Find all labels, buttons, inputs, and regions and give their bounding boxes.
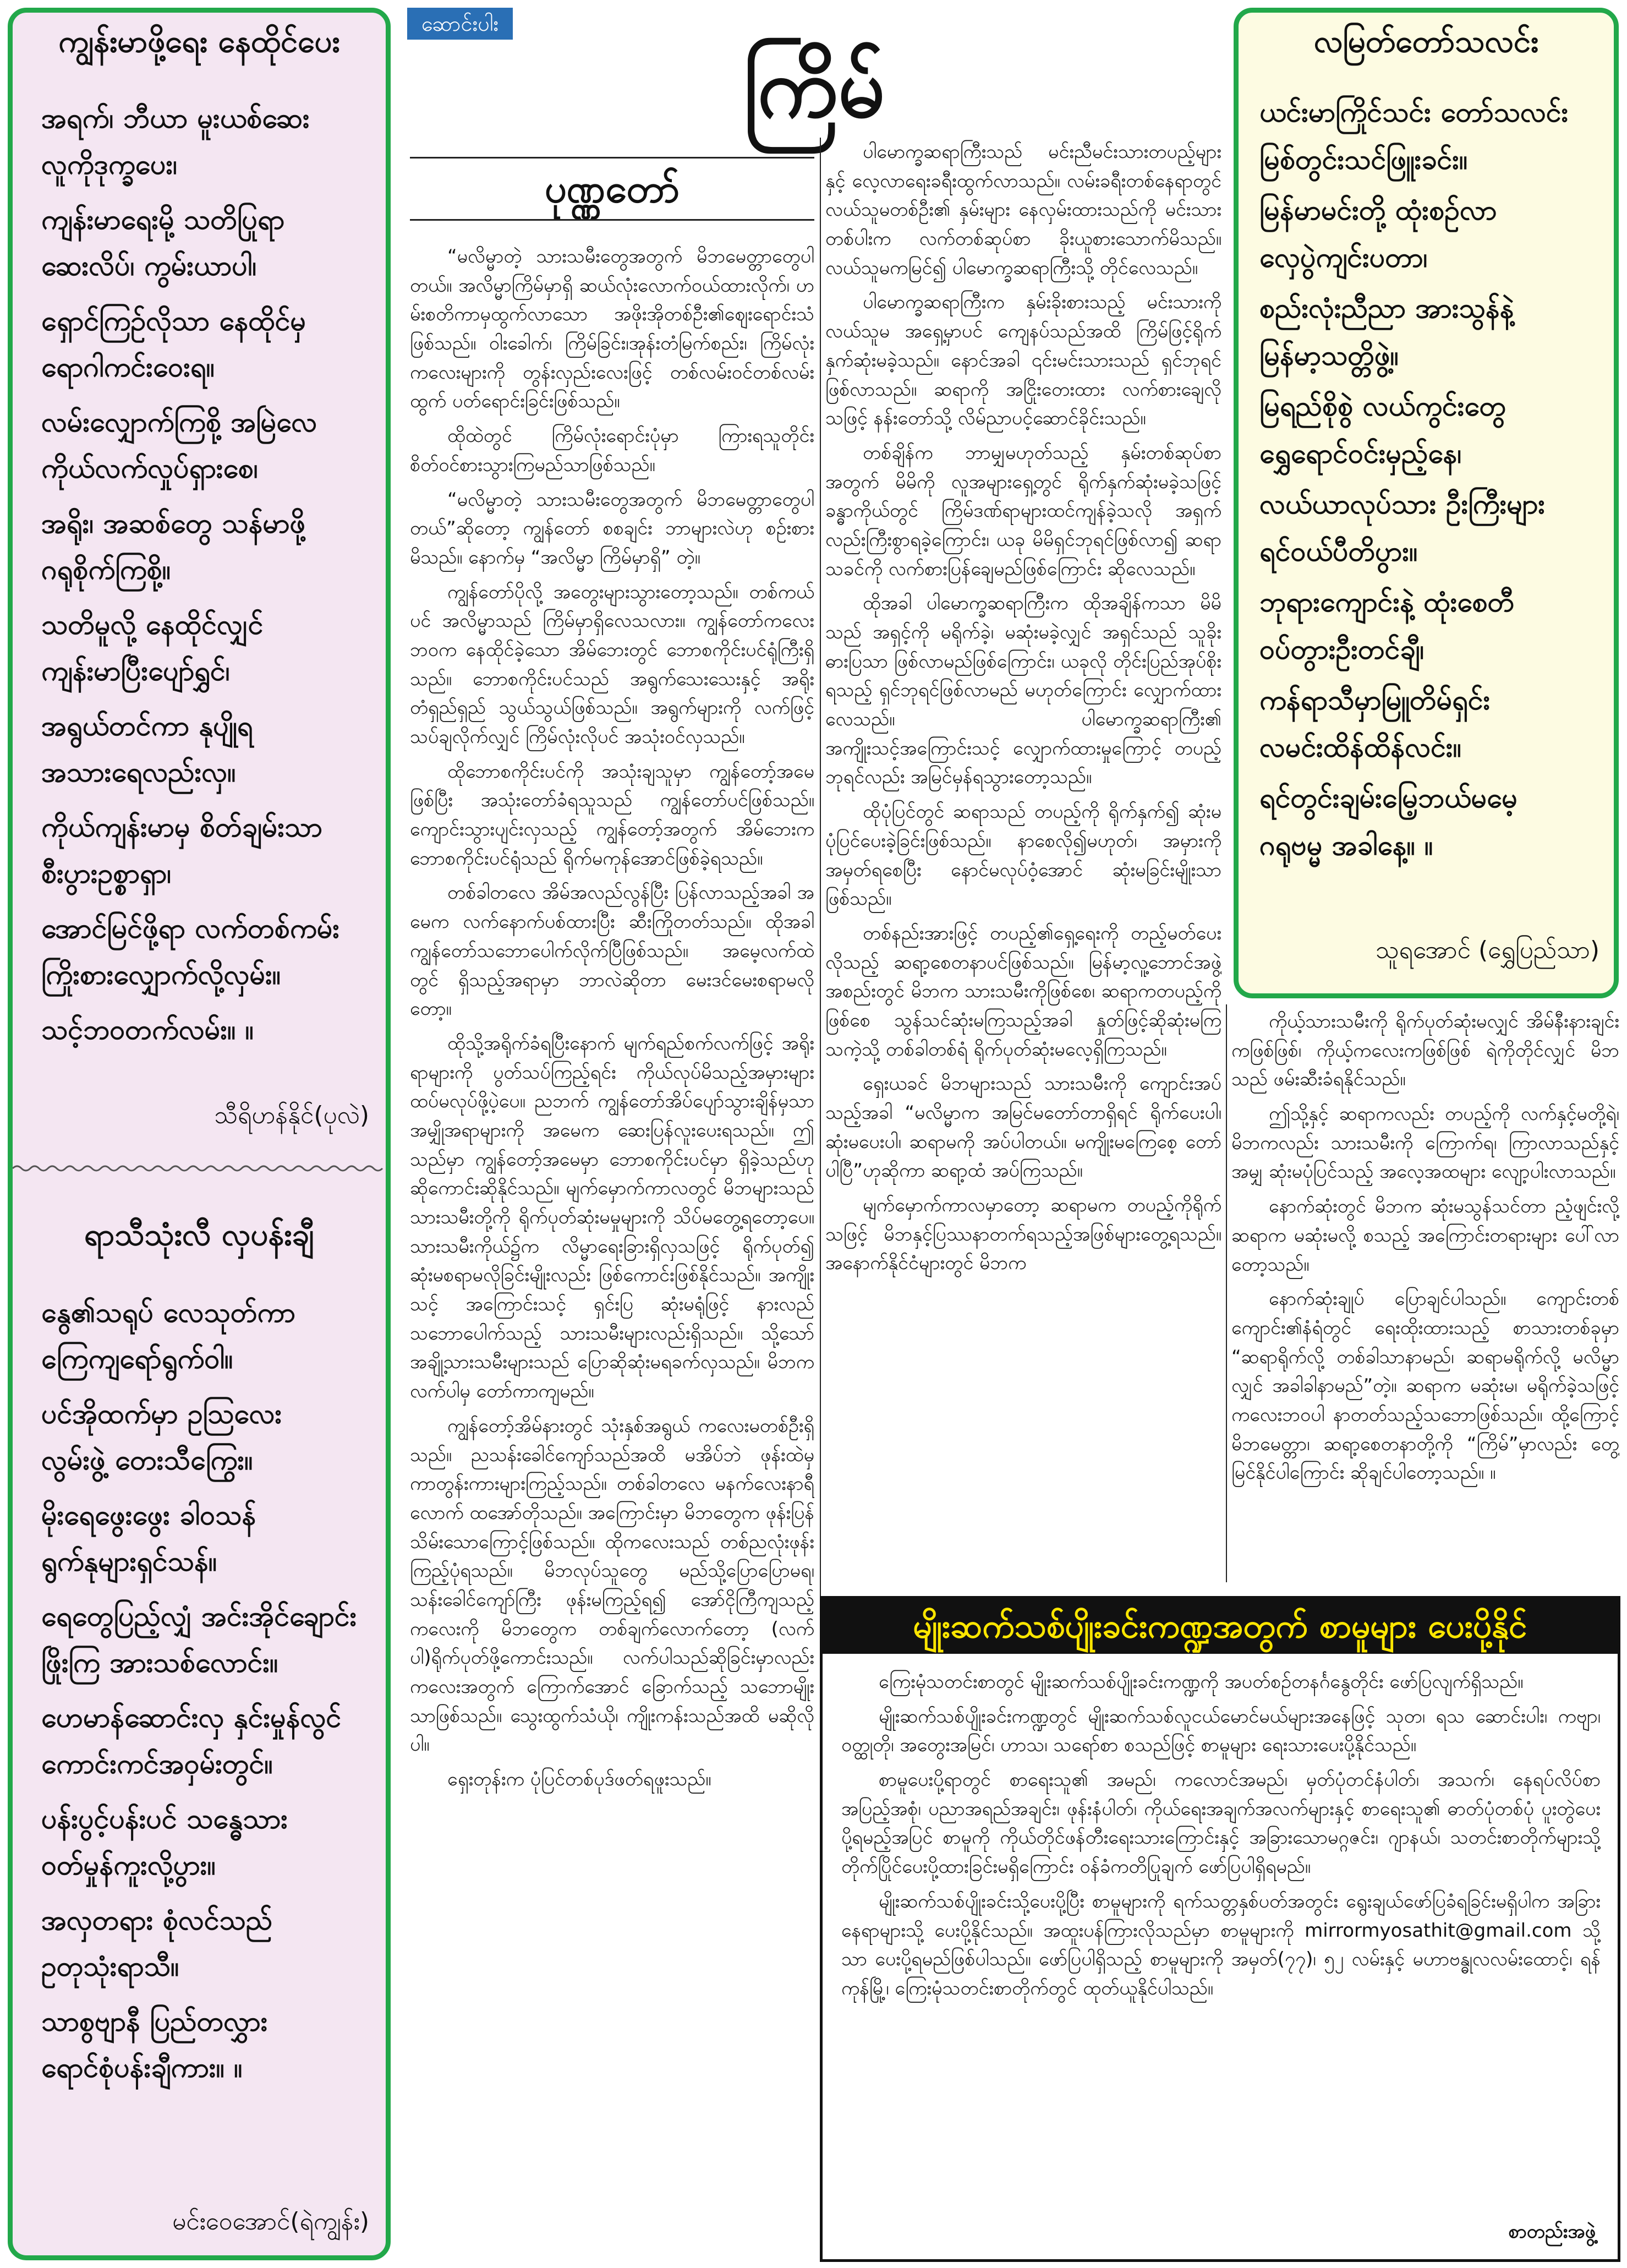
right-poem-line: မြန်မာမင်းတို့ ထုံးစဉ်လာ: [1259, 194, 1497, 226]
notice-body: [841, 1668, 1601, 2218]
left-poem-panel: [8, 8, 391, 2260]
poem2-line: ကြေကျရော်ရွက်ဝါ။: [41, 1343, 233, 1375]
poem1-line: သင့်ဘဝတက်လမ်း။ ။: [41, 1014, 254, 1046]
right-poem-line: လမင်းထိန်ထိန်လင်း။: [1259, 731, 1461, 763]
poem1-line: ရောဂါကင်းဝေးရ။: [41, 351, 215, 383]
right-poem-line: ဂရုဗမ္မ အခါနေ့။ ။: [1259, 829, 1433, 861]
right-poem-line: ယင်းမာကြိုင်သင်း တော်သလင်း: [1259, 96, 1569, 128]
notice-box: [820, 1596, 1620, 2262]
right-poem-line: မြစ်တွင်းသင်ဖြူးခင်း။: [1259, 144, 1468, 176]
right-poem-title: လမြတ်တော်သလင်း: [1313, 24, 1539, 59]
col2-paragraph: ပါမောက္ခဆရာကြီးက နှမ်းခိုးစားသည့် မင်းသားကို လယ်သူမ အရှေ့မှာပင် ကျေနပ်သည်အထိ ကြိမ်ဖြင့်ရိုက်နှက်ဆုံးမခဲ့သည်။ နောင်အခါ ၎င်းမင်းသားသည် ရှင်ဘုရင်ဖြစ်လာသည်။ ဆရာကို အငြိုးတေးထား လက်စားချေလိုသဖြင့် နန်းတော်သို့ လိမ်ညာပင့်ဆောင်ခိုင်းသည်။: [825, 291, 1221, 430]
right-poem-line: ရင်ဝယ်ပီတိပွား။: [1259, 535, 1418, 567]
notice-paragraph: မျိုးဆက်သစ်ပျိုးခင်းသို့ပေးပို့ပြီး စာမူများကို ရက်သတ္တနှစ်ပတ်အတွင်း ရွေးချယ်ဖော်ပြခံရခြင်းမရှိပါက အခြားနေရာများသို့ ပေးပို့နိုင်သည်။ အထူးပန်ကြားလိုသည်မှာ စာမူများကို mirrormyosathit@gmail.com သို့သာ ပေးပို့ရမည်ဖြစ်ပါသည်။ ဖော်ပြပါရှိသည့် စာမူများကို အမှတ်(၇၇)၊ ၅၂ လမ်းနှင့် မဟာဗန္ဓုလလမ်းထောင့်၊ ရန်ကုန်မြို့၊ ကြေးမုံသတင်းစာတိုက်တွင် ထုတ်ယူနိုင်ပါသည်။: [841, 1890, 1601, 1999]
col3-paragraph: ဤသို့နှင့် ဆရာကလည်း တပည့်ကို လက်နှင့်မတို့ရဲ၊ မိဘကလည်း သားသမီးကို ကြောက်ရ၊ ကြာလာသည်နှင့်အမျှ ဆုံးမပုံပြင်သည့် အလေ့အထများ လျော့ပါးလာသည်။: [1231, 1103, 1619, 1183]
col2-paragraph: တစ်ချိန်က ဘာမျှမဟုတ်သည့် နှမ်းတစ်ဆုပ်စာအတွက် မိမိကို လူအများရှေ့တွင် ရိုက်နှက်ဆုံးမခဲ့သဖြင့် ခန္ဓာကိုယ်တွင် ကြိမ်ဒဏ်ရာများထင်ကျန်ခဲ့သလို အရှက်လည်းကြီးစွာရခဲ့ကြောင်း၊ ယခု မိမိရှင်ဘုရင်ဖြစ်လာ၍ ဆရာသခင်ကို လက်စားပြန်ချေမည်ဖြစ်ကြောင်း ဆိုလေသည်။: [825, 441, 1221, 580]
poem2-line: ရောင်စုံပန်းချီကား။ ။: [41, 2052, 243, 2084]
poem2-line: ကောင်းကင်အဝှမ်းတွင်။: [41, 1748, 273, 1780]
article-column-1: [410, 242, 814, 2256]
right-poem-author: သူရအောင် (ရွှေပြည်သာ): [1376, 936, 1599, 964]
right-poem-line: လှေပွဲကျင်းပတာ၊: [1259, 242, 1428, 274]
col3-paragraph: နောက်ဆုံးတွင် မိဘက ဆုံးမသွန်သင်တာ ညံ့ဖျင်းလို့ ဆရာက မဆုံးမလို့ စသည့် အကြောင်းတရားများ ပေါ်လာတော့သည်။: [1231, 1195, 1619, 1276]
poem2-line: သာစွဗျာနီ ပြည်တလွှား: [41, 2005, 268, 2037]
poem2-line: ဖြိုးကြ အားသစ်လောင်း။: [41, 1647, 278, 1679]
article-title: ကြိမ်: [743, 40, 885, 136]
poem1-line: အရွယ်တင်ကာ နုပျိုရ: [41, 710, 253, 742]
right-poem-line: မြရည်စိုစွဲ လယ်ကွင်းတွေ: [1259, 390, 1507, 422]
poem1-line: အရက်၊ ဘီယာ မူးယစ်ဆေး: [41, 102, 310, 134]
col1-paragraph: ရှေးတုန်းက ပုံပြင်တစ်ပုဒ်ဖတ်ရဖူးသည်။: [447, 1768, 711, 1791]
col2-paragraph: ရှေးယခင် မိဘများသည် သားသမီးကို ကျောင်းအပ်သည့်အခါ “မလိမ္မာက အမြင်မတော်တာရှိရင် ရိုက်ပေးပါ၊ ဆုံးမပေးပါ၊ ဆရာမကို အပ်ပါတယ်။ မကျိုးမကြေစေ့ တော်ပါပြီ”ဟုဆိုကာ ဆရာ့ထံ အပ်ကြသည်။: [825, 1073, 1221, 1182]
poem2-line: ဥတုသုံးရာသီ။: [41, 1950, 179, 1982]
poem2-line: အလှတရား စုံလင်သည်: [41, 1904, 273, 1936]
poem1-line: ရှောင်ကြဉ်လိုသာ နေထိုင်မှ: [41, 305, 306, 337]
article-column-3: [1231, 1007, 1619, 1582]
notice-title: မျိုးဆက်သစ်ပျိုးခင်းကဏ္ဍအတွက် စာမူများ ပေးပို့နိုင်: [823, 1599, 1618, 1654]
notice-signoff: စာတည်းအဖွဲ့: [1508, 2221, 1596, 2243]
article-column-2: [825, 138, 1221, 1580]
poem1-line: ဂရုစိုက်ကြစို့။: [41, 554, 171, 586]
right-poem-line: ကန်ရာသီမှာမြူတိမ်ရှင်း: [1259, 684, 1491, 716]
poem2-line: မိုးရေဖွေးဖွေး ခါဝသန်: [41, 1499, 256, 1531]
category-tag: ဆောင်းပါး: [407, 8, 513, 40]
right-poem-line: ဘုရားကျောင်းနဲ့ ထုံးစေတီ: [1259, 586, 1515, 618]
poem1-line: ကျန်းမာရေးမို့ သတိပြုရာ: [41, 204, 285, 236]
right-poem-panel: [1234, 8, 1619, 998]
right-poem-line: မြန်မာ့သတ္တိဖွဲ့။: [1259, 340, 1399, 371]
col1-paragraph: “မလိမ္မာတဲ့ သားသမီးတွေအတွက် မိဘမေတ္တာတွေပါတယ်”ဆိုတော့ ကျွန်တော် စစချင်း ဘာများလဲဟု စဉ်းစားမိသည်။ နောက်မှ “အလိမ္မာ ကြိမ်မှာရှိ” တဲ့။: [410, 488, 814, 569]
poem2-line: ရေတွေပြည့်လျှံ အင်းအိုင်ချောင်း: [41, 1600, 357, 1632]
right-poem-line: ရင်တွင်းချမ်းမြေ့ဘယ်မမေ့: [1259, 782, 1518, 814]
col1-paragraph: ကျွန်တော့်အိမ်နားတွင် သုံးနှစ်အရွယ် ကလေးမတစ်ဦးရှိသည်။ ညသန်းခေါင်ကျော်သည်အထိ မအိပ်ဘဲ ဖုန်းထဲမှ ကာတွန်းကားများကြည့်သည်။ တစ်ခါတလေ မနက်လေးနာရီလောက် ထအော်တိုသည်။ အကြောင်းမှာ မိဘတွေက ဖုန်းပြန်သိမ်းသောကြောင့်ဖြစ်သည်။ ထိုကလေးသည် တစ်ညလုံးဖုန်းကြည့်ပုံရသည်။ မိဘလုပ်သူတွေ မည်သို့ပြောပြောမရ၊ သန်းခေါင်ကျော်ကြီး ဖုန်းမကြည့်ရ၍ အော်ငိုကြီကျသည့်ကလေးကို မိဘတွေက တစ်ချက်လောက်တော့ (လက်ပါ)ရိုက်ပုတ်ဖို့ကောင်းသည်။ လက်ပါသည်ဆိုခြင်းမှာလည်း ကလေးအတွက် ကြောက်အောင် ခြောက်သည့် သဘောမျိုးသာဖြစ်သည်။ သွေးထွက်သံယို၊ ကျိုးကန်းသည်အထိ မဆိုလိုပါ။: [410, 1414, 814, 1756]
title-rule-left: [410, 157, 814, 159]
col1-paragraph: ထိုထဲတွင် ကြိမ်လုံးရောင်းပုံမှာ ကြားရသူတိုင်း စိတ်ဝင်စားသွားကြမည်သာဖြစ်သည်။: [410, 425, 814, 476]
poem1-line: အောင်မြင်ဖို့ရာ လက်တစ်ကမ်း: [41, 912, 340, 944]
poem1-line: အရိုး၊ အဆစ်တွေ သန်မာဖို့: [41, 507, 306, 539]
article-author: ပုဏ္ဏတော်: [544, 166, 680, 211]
poem2-line: နွေ၏သရုပ် လေသုတ်ကာ: [41, 1297, 295, 1329]
col1-paragraph: “မလိမ္မာတဲ့ သားသမီးတွေအတွက် မိဘမေတ္တာတွေပါတယ်။ အလိမ္မာကြိမ်မှာရှိ ဆယ်လုံးလောက်ဝယ်ထားလိုက်၊ ဟမ်းစတိကာမှထွက်လာသော အဖိုးအိုတစ်ဦး၏ဈေးရောင်းသံဖြစ်သည်။ ဝါးခေါက်၊ ကြိမ်ခြင်း၊အုန်းတံမြက်စည်း၊ ကြိမ်လုံးကလေးများကို တွန်းလှည်းလေးဖြင့် တစ်လမ်းဝင်တစ်လမ်းထွက် ပတ်ရောင်းခြင်းဖြစ်သည်။: [410, 245, 814, 413]
poem1-line: ဆေးလိပ်၊ ကွမ်းယာပါ၊: [41, 250, 257, 282]
col2-paragraph: ပါမောက္ခဆရာကြီးသည် မင်းညီမင်းသားတပည့်များနှင့် လေ့လာရေးခရီးထွက်လာသည်။ လမ်းခရီးတစ်နေရာတွင် လယ်သူမတစ်ဦး၏ နှမ်းများ နေလှမ်းထားသည်ကို မင်းသားတစ်ပါးက လက်တစ်ဆုပ်စာ ခိုးယူစားသောက်မိသည်။ လယ်သူမကမြင်၍ ပါမောက္ခဆရာကြီးသို့ တိုင်လေသည်။: [825, 141, 1221, 279]
poem1-lines: [41, 95, 382, 1053]
poem1-line: ကိုယ်ကျန်းမာမှ စိတ်ချမ်းသာ: [41, 811, 322, 843]
poem1-line: အသားရေလည်းလှ။: [41, 756, 236, 788]
column-divider-2: [1226, 1004, 1227, 1582]
col2-paragraph: ထိုပုံပြင်တွင် ဆရာသည် တပည့်ကို ရိုက်နှက်၍ ဆုံးမပုံပြင်ပေးခဲ့ခြင်းဖြစ်သည်။ နာစေလို၍မဟုတ်၊ အမှားကိုအမှတ်ရစေပြီး နောင်မလုပ်ဝံ့အောင် ဆုံးမခြင်းမျိုးသာဖြစ်သည်။: [825, 801, 1221, 910]
right-poem-line: လယ်ယာလုပ်သား ဦးကြီးများ: [1259, 488, 1546, 520]
notice-paragraph: မျိုးဆက်သစ်ပျိုးခင်းကဏ္ဍတွင် မျိုးဆက်သစ်လူငယ်မောင်မယ်များအနေဖြင့် သုတ၊ ရသ ဆောင်းပါး၊ ကဗျာ၊ ဝတ္ထုတို၊ အတွေးအမြင်၊ ဟာသ၊ သရော်စာ စသည်ဖြင့် စာမူများ ရေးသားပေးပို့နိုင်သည်။: [841, 1705, 1601, 1757]
right-poem-lines: [1259, 89, 1606, 872]
poem1-line: လမ်းလျှောက်ကြစို့ အမြဲလေ: [41, 406, 317, 438]
notice-paragraph: ကြေးမုံသတင်းစာတွင် မျိုးဆက်သစ်ပျိုးခင်းကဏ္ဍကို အပတ်စဉ်တနင်္ဂနွေတိုင်း ဖော်ပြလျက်ရှိသည်။: [879, 1671, 1524, 1693]
poem1-line: ကျန်းမာပြီးပျော်ရွှင်၊: [41, 655, 230, 687]
poem1-line: ကြိုးစားလျှောက်လို့လှမ်း။: [41, 959, 281, 991]
col2-paragraph: ထိုအခါ ပါမောက္ခဆရာကြီးက ထိုအချိန်ကသာ မိမိသည် အရှင့်ကို မရိုက်ခဲ့၊ မဆုံးမခဲ့လျှင် အရှင်သည် သူခိုးဓားပြသာ ဖြစ်လာမည်ဖြစ်ကြောင်း၊ ယခုလို တိုင်းပြည်အုပ်စိုးရသည့် ရှင်ဘုရင်ဖြစ်လာမည် မဟုတ်ကြောင်း လျှောက်ထားလေသည်။ ပါမောက္ခဆရာကြီး၏ အကျိုးသင့်အကြောင်းသင့် လျှောက်ထားမှုကြောင့် တပည့်ဘုရင်လည်း အမြင်မှန်ရသွားတော့သည်။: [825, 592, 1221, 789]
col1-paragraph: ကျွန်တော်ပိုလို့ အတွေးများသွားတော့သည်။ တစ်ကယ်ပင် အလိမ္မာသည် ကြိမ်မှာရှိလေသလား။ ကျွန်တော်ကလေးဘဝက နေထိုင်ခဲ့သော အိမ်ဘေးတွင် ဘောစကိုင်းပင်ရုံကြီးရှိသည်။ ဘောစကိုင်းပင်သည် အရွက်သေးသေးနှင့် အရိုးတံရှည်ရှည် သွယ်သွယ်ဖြစ်သည်။ အရွက်များကို လက်ဖြင့် သပ်ချလိုက်လျှင် ကြိမ်လုံးလိုပင် အသုံးဝင်လှသည်။: [410, 581, 814, 748]
poem1-line: သတိမူလို့ နေထိုင်လျှင်: [41, 609, 264, 641]
col1-paragraph: ထိုသို့အရိုက်ခံရပြီးနောက် မျက်ရည်စက်လက်ဖြင့် အရိုးရာများကို ပွတ်သပ်ကြည့်ရင်း ကိုယ်လုပ်မိသည့်အမှားများ ထပ်မလုပ်ဖို့ပဲ့ပေ။ ညဘက် ကျွန်တော်အိပ်ပျော်သွားချိန်မှသာ အမျှိုအရာများကို အမေက ဆေးပြန်လူးပေးရသည်။ ဤသည်မှာ ကျွန်တော့်အမေမှာ ဘောစကိုင်းပင်မှာ ရှိခဲ့သည်ဟု ဆိုကောင်းဆိုနိုင်သည်။ မျက်မှောက်ကာလတွင် မိဘများသည် သားသမီးတို့ကို ရိုက်ပုတ်ဆုံးမမှုများကို သိပ်မတွေ့ရတော့ပေ။ သားသမီးကိုယ်၌က လိမ္မာရေးခြားရှိလှသဖြင့် ရိုက်ပုတ်၍ ဆုံးမစရာမလိုခြင်းမျိုးလည်း ဖြစ်ကောင်းဖြစ်နိုင်သည်။ အကျိုးသင့် အကြောင်းသင့် ရှင်းပြ ဆုံးမရုံဖြင့် နားလည်သဘောပေါက်သည့် သားသမီးများလည်းရှိသည်။ သို့သော် အချို့သားသမီးများသည် ပြောဆိုဆုံးမရခက်လှသည်။ မိဘက လက်ပါမှ တော်ကာကျမည်။: [410, 1032, 814, 1403]
col1-paragraph: တစ်ခါတလေ အိမ်အလည်လွန်ပြီး ပြန်လာသည့်အခါ အမေက လက်နောက်ပစ်ထားပြီး ဆီးကြိုတတ်သည်။ ထိုအခါ ကျွန်တော်သဘောပေါက်လိုက်ပြီဖြစ်သည်။ အမေ့လက်ထဲတွင် ရှိသည့်အရာမှာ ဘာလဲဆိုတာ မေးဒင်မေးစရာမလိုတော့။: [410, 882, 814, 1020]
author-rule: [410, 219, 814, 221]
poem1-line: စီးပွားဥစ္စာရှာ၊: [41, 857, 172, 889]
notice-paragraph: စာမူပေးပို့ရာတွင် စာရေးသူ၏ အမည်၊ ကလောင်အမည်၊ မှတ်ပုံတင်နံပါတ်၊ အသက်၊ နေရပ်လိပ်စာအပြည့်အစုံ၊ ပညာအရည်အချင်း၊ ဖုန်းနံပါတ်၊ ကိုယ်ရေးအချက်အလက်များနှင့် စာရေးသူ၏ ဓာတ်ပုံတစ်ပုံ ပူးတွဲပေးပို့ရမည့်အပြင် စာမူကို ကိုယ်တိုင်ဖန်တီးရေးသားကြောင်းနှင့် အခြားသောမဂ္ဂဇင်း၊ ဂျာနယ်၊ သတင်းစာတိုက်များသို့ တိုက်ပြိုင်ပေးပို့ထားခြင်းမရှိကြောင်း ဝန်ခံကတိပြုချက် ဖော်ပြပါရှိရမည်။: [841, 1769, 1601, 1878]
col2-paragraph: တစ်နည်းအားဖြင့် တပည့်၏ရှေ့ရေးကို တည့်မတ်ပေးလိုသည့် ဆရာ့စေတနာပင်ဖြစ်သည်။ မြန်မာ့လူ့ဘောင်အဖွဲ့အစည်းတွင် မိဘက သားသမီးကိုဖြစ်စေ၊ ဆရာကတပည့်ကိုဖြစ်စေ သွန်သင်ဆုံးမကြသည့်အခါ နှုတ်ဖြင့်ဆိုဆုံးမကြသကဲ့သို့ တစ်ခါတစ်ရံ ရိုက်ပုတ်ဆုံးမလေ့ရှိကြသည်။: [825, 922, 1221, 1061]
poem2-title: ရာသီသုံးလီ လှပန်းချီ: [84, 1217, 314, 1253]
poem2-line: ဟေမာန်ဆောင်းလှ နှင်းမှုန်လွင်: [41, 1702, 342, 1734]
poem2-line: ပင်အိုထက်မှာ ဥသြလေး: [41, 1398, 282, 1430]
poem2-lines: [41, 1289, 382, 2100]
poem2-author: မင်းဝေအောင်(ရဲကျွန်း): [172, 2207, 369, 2236]
poem2-line: ဝတ်မှုန်ကူးလို့ပွား။: [41, 1849, 216, 1881]
poem2-line: ရွက်နုများရှင်သန်။: [41, 1545, 217, 1577]
right-poem-line: ရွှေရောင်ဝင်းမှည့်နေ၊: [1259, 438, 1462, 469]
col1-paragraph: ထိုဘောစကိုင်းပင်ကို အသုံးချသူမှာ ကျွန်တော့်အမေဖြစ်ပြီး အသုံးတော်ခံရသူသည် ကျွန်တော်ပင်ဖြစ်သည်။ ကျောင်းသွားပျင်းလှသည့် ကျွန်တော့်အတွက် အိမ်ဘေးက ဘောစကိုင်းပင်ရုံသည် ရိုက်မကုန်အောင်ဖြစ်ခဲ့ရသည်။: [410, 760, 814, 870]
poem1-line: လူကိုဒုက္ခပေး၊: [41, 149, 178, 181]
poem1-line: ကိုယ်လက်လှုပ်ရှားစေ၊: [41, 452, 258, 484]
col2-paragraph: မျက်မှောက်ကာလမှာတော့ ဆရာမက တပည့်ကိုရိုက်သဖြင့် မိဘနှင့်ပြဿနာတက်ရသည့်အဖြစ်များတွေ့ရသည်။ အနောက်နိုင်ငံများတွင် မိဘက: [825, 1194, 1221, 1275]
col3-paragraph: နောက်ဆုံးချုပ် ပြောချင်ပါသည်။ ကျောင်းတစ်ကျောင်း၏နံရံတွင် ရေးထိုးထားသည့် စာသားတစ်ခုမှာ “ဆရာရိုက်လို့ တစ်ခါသာနာမည်၊ ဆရာမရိုက်လို့ မလိမ္မာလျှင် အခါခါနာမည်”တဲ့။ ဆရာက မဆုံးမ၊ မရိုက်ခဲ့သဖြင့် ကလေးဘဝပါ နာတတ်သည့်သဘောဖြစ်သည်။ ထို့ကြောင့် မိဘမေတ္တာ၊ ဆရာ့စေတနာတို့ကို “ကြိမ်”မှာလည်း တွေ့မြင်နိုင်ပါကြောင်း ဆိုချင်ပါတော့သည်။ ။: [1231, 1288, 1619, 1484]
wavy-divider: [13, 1163, 386, 1174]
poem1-title: ကျွန်းမာဖို့ရေး နေထိုင်ပေး: [58, 24, 340, 59]
poem2-line: ပန်းပွင့်ပန်းပင် သန္ဓေသား: [41, 1803, 288, 1835]
right-poem-line: စည်းလုံးညီညာ အားသွန်နဲ့: [1259, 292, 1514, 324]
poem2-line: လွမ်းဖွဲ့ တေးသီကြွေး။: [41, 1444, 253, 1476]
right-poem-line: ဝပ်တွားဦးတင်ချီ၊: [1259, 633, 1425, 665]
poem1-author: သီရိဟန်နိုင်(ပုလဲ): [214, 1101, 369, 1129]
col3-paragraph: ကိုယ့်သားသမီးကို ရိုက်ပုတ်ဆုံးမလျှင် အိမ်နီးနားချင်းကဖြစ်ဖြစ်၊ ကိုယ့်ကလေးကဖြစ်ဖြစ် ရဲကိုတိုင်လျှင် မိဘသည် ဖမ်းဆီးခံရနိုင်သည်။: [1231, 1010, 1619, 1091]
